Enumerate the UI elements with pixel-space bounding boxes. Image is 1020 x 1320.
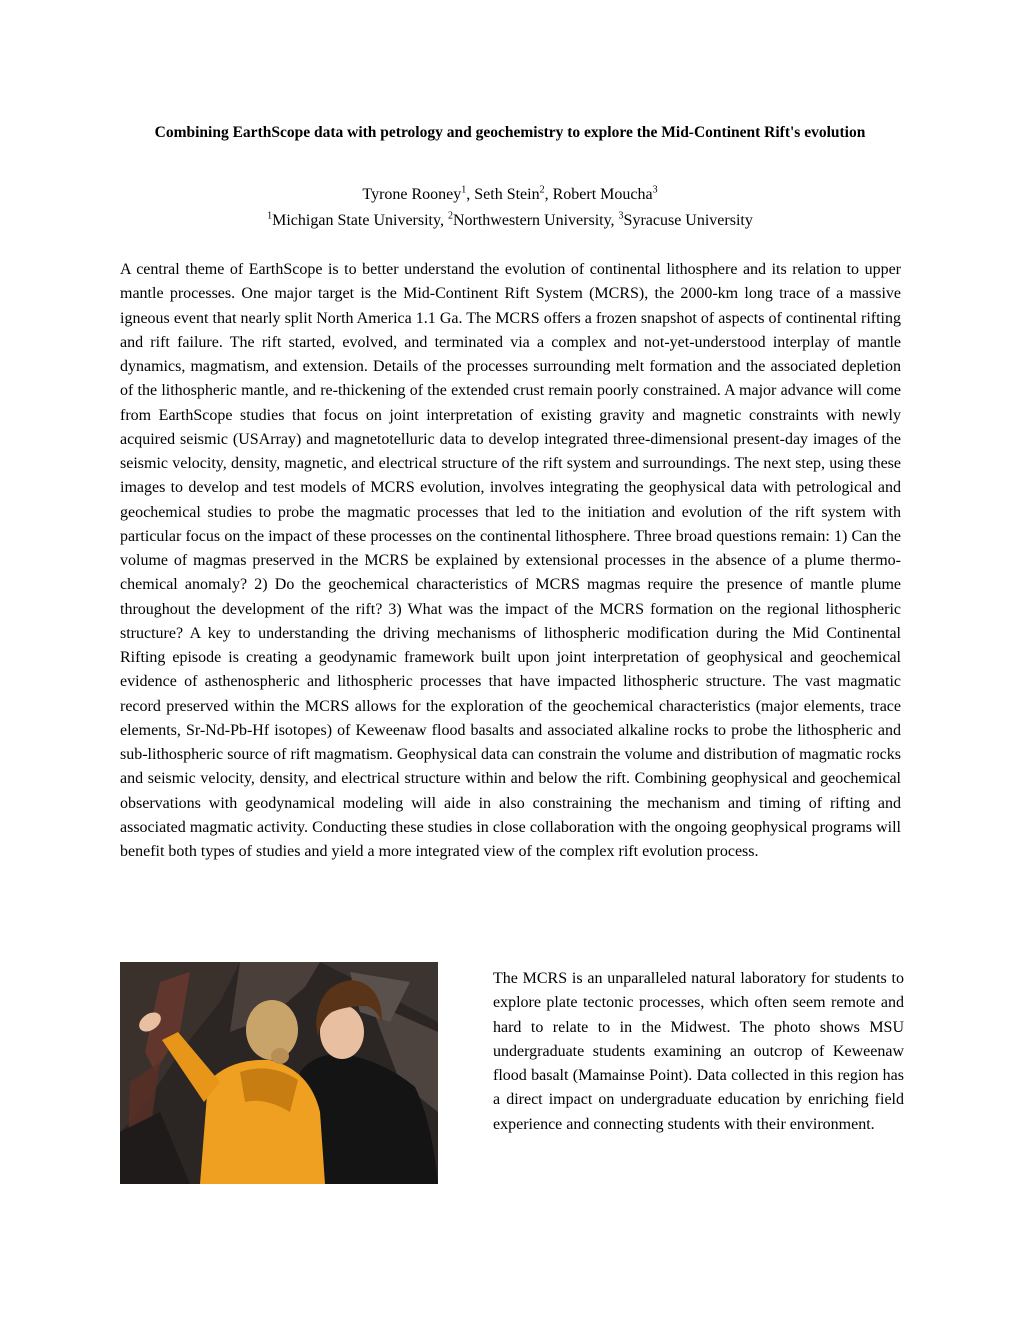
author-list <box>120 184 900 206</box>
affiliation-list <box>120 210 900 232</box>
author: Robert Moucha$^3$ <box>552 184 658 203</box>
student-blond-hair <box>246 1000 298 1060</box>
affiliation: $^1$Michigan State University, <box>267 210 448 229</box>
affiliation: $^2$Northwestern University, <box>447 210 619 229</box>
field-photo <box>120 962 438 1184</box>
abstract-paragraph: A central theme of EarthScope is to better understand the evolution of continental lithosphere and its relation to upper mantle processes. One major target is the Mid-Continent Rift System (MCRS), the 2000-km long trace of a massive igneous event that nearly split North America 1.1 Ga. The MCRS offers a frozen snapshot of aspects of continental rifting and rift failure. The rift started, evolved, and terminated via a complex and not-yet-understood interplay of mantle dynamics, magmatism, and extension. Details of the processes surrounding melt formation and the associated depletion of the lithospheric mantle, and re-thickening of the extended crust remain poorly constrained. A major advance will come from EarthScope studies that focus on joint interpretation of existing gravity and magnetic constraints with newly acquired seismic (USArray) and magnetotelluric data to develop integrated three-dimensional present-day images of the seismic velocity, density, magnetic, and electrical structure of the rift system and surroundings. The next step, using these images to develop and test models of MCRS evolution, involves integrating the geophysical data with petrological and geochemical studies to probe the magmatic processes that led to the initiation and evolution of the rift system with particular focus on the impact of these processes on the continental lithosphere. Three broad questions remain: 1) Can the volume of magmas preserved in the MCRS be explained by extensional processes in the absence of a plume thermo-chemical anomaly? 2) Do the geochemical characteristics of MCRS magmas require the presence of mantle plume throughout the development of the rift? 3) What was the impact of the MCRS formation on the regional lithospheric structure? A key to understanding the driving mechanisms of lithospheric modification during the Mid Continental Rifting episode is creating a geodynamic framework built upon joint interpretation of geophysical and geochemical evidence of asthenospheric and lithospheric processes that have impacted lithospheric structure. The vast magmatic record preserved within the MCRS allows for the exploration of the geochemical characteristics (major elements, trace elements, Sr-Nd-Pb-Hf isotopes) of Keweenaw flood basalts and associated alkaline rocks to probe the lithospheric and sub-lithospheric source of rift magmatism. Geophysical data can constrain the volume and distribution of magmatic rocks and seismic velocity, density, and electrical structure within and below the rift. Combining geophysical and geochemical observations with geodynamical modeling will aide in also constraining the mechanism and timing of rifting and associated magmatic activity. Conducting these studies in close collaboration with the ongoing geophysical programs will benefit both types of studies and yield a more integrated view of the complex rift evolution process. <box>120 261 901 860</box>
affiliation: $^3$Syracuse University <box>618 210 753 229</box>
photo-caption: The MCRS is an unparalleled natural laboratory for students to explore plate tectonic processes, which often seem remote and hard to relate to in the Midwest. The photo shows MSU undergraduate students examining an outcrop of Keweenaw flood basalt (Mamainse Point). Data collected in this region has a direct impact on undergraduate education by enriching field experience and connecting students with their environment. <box>493 970 904 1133</box>
author: Seth Stein$^2$, <box>474 184 553 203</box>
author: Tyrone Rooney$^1$, <box>362 184 475 203</box>
student-hair-bun <box>271 1048 289 1064</box>
page-title: Combining EarthScope data with petrology and geochemistry to explore the Mid-Continent Rift's evolution <box>154 124 866 141</box>
